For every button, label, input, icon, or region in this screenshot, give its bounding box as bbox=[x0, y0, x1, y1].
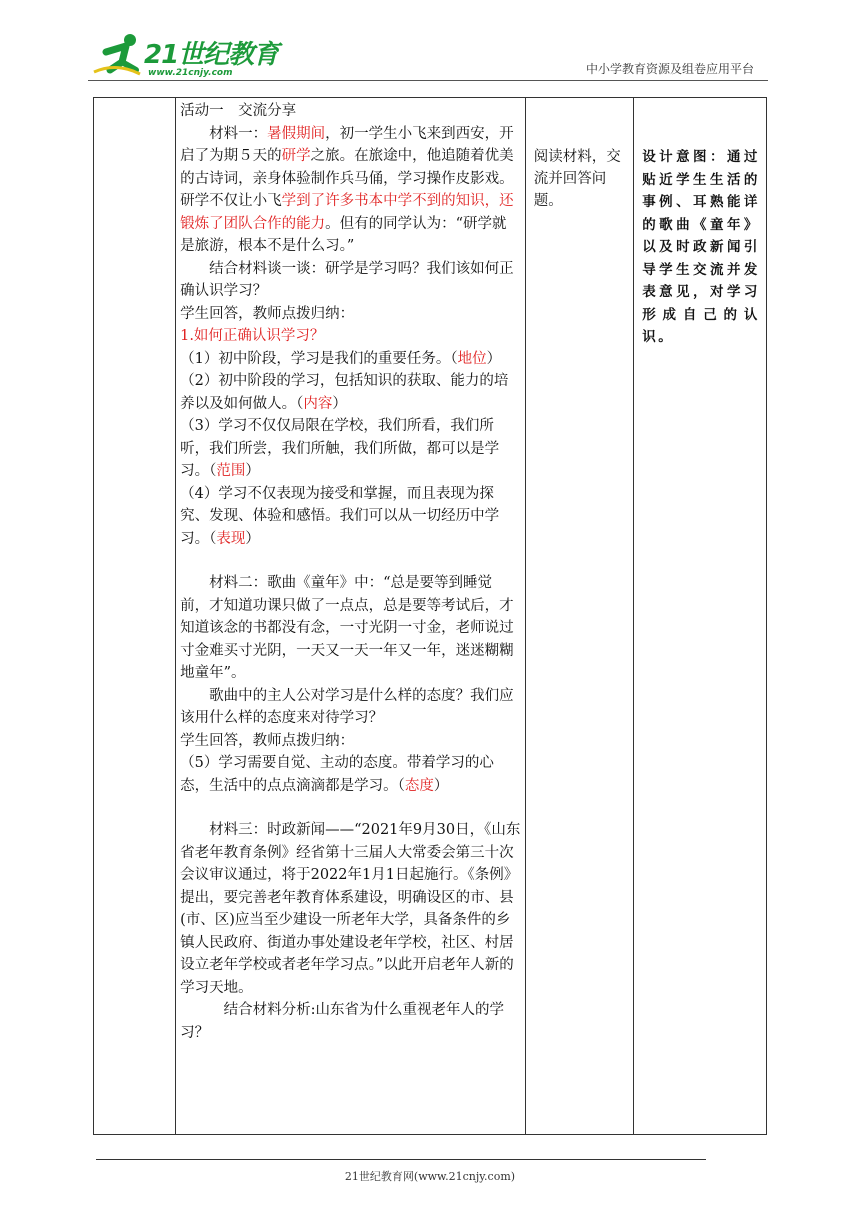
logo bbox=[92, 32, 279, 80]
design-intent: 设计意图：通过贴近学生生活的事例、耳熟能详的歌曲《童年》以及时政新闻引导学生交流并发表意见，对学习形成自己的认识。 bbox=[642, 149, 760, 345]
point-1: （1）初中阶段，学习是我们的重要任务。（地位） bbox=[180, 350, 502, 367]
header-divider bbox=[88, 80, 768, 81]
material-3: 材料三：时政新闻——“2021年9月30日，《山东省老年教育条例》经省第十三届人大常委会第三十次会议审议通过，将于2022年1月1日起施行。《条例》提出，要完善老年教育体系建设，明确设区的市、县(市、区)应当至少建设一所老年大学，具备条件的乡镇人民政府、街道办事处建设老年学校，社区、村居设立老年学校或者老年学习点。”以此开启老年人新的学习天地。 bbox=[180, 822, 521, 996]
logo-text: 21世纪教育 bbox=[144, 40, 279, 70]
design-intent-cell bbox=[634, 98, 767, 1135]
teacher-activity-cell bbox=[176, 98, 526, 1135]
point-5: （5）学习需要自觉、主动的态度。带着学习的心态，生活中的点点滴滴都是学习。（态度） bbox=[180, 755, 494, 794]
student-activity-cell bbox=[525, 98, 633, 1135]
point-3: （3）学习不仅仅局限在学校，我们所看，我们所听，我们所尝，我们所触，我们所做，都可以是学习。（范围） bbox=[180, 418, 500, 479]
footer-divider bbox=[96, 1159, 706, 1160]
platform-name: 中小学教育资源及组卷应用平台 bbox=[585, 62, 754, 76]
footer-text: 21世纪教育网(www.21cnjy.com) bbox=[344, 1170, 516, 1183]
point-2: （2）初中阶段的学习，包括知识的获取、能力的培养以及如何做人。（内容） bbox=[180, 373, 509, 412]
lesson-table bbox=[93, 97, 767, 1135]
guide-1: 学生回答，教师点拨归纳： bbox=[180, 305, 355, 322]
material-2: 材料二：歌曲《童年》中：“总是要等到睡觉前，才知道功课只做了一点点，总是要等考试后，才知道该念的书都没有念，一寸光阴一寸金，老师说过寸金难买寸光阴，一天又一天一年又一年，迷迷糊糊地童年”。 bbox=[180, 575, 514, 681]
question-3: 结合材料分析:山东省为什么重视老年人的学习？ bbox=[180, 1002, 504, 1041]
question-2: 歌曲中的主人公对学习是什么样的态度？我们应该用什么样的态度来对待学习？ bbox=[180, 687, 514, 726]
table-row bbox=[94, 98, 767, 1135]
page-header bbox=[88, 26, 768, 82]
material-1: 材料一：暑假期间，初一学生小飞来到西安，开启了为期５天的研学之旅。在旅途中，他追随着优美的古诗词，亲身体验制作兵马俑，学习操作皮影戏。研学不仅让小飞学到了许多书本中学不到的知识，还锻炼了团队合作的能力。但有的同学认为：“研学就是旅游，根本不是什么习。” bbox=[180, 125, 514, 254]
point-title: 1.如何正确认识学习？ bbox=[180, 328, 325, 344]
guide-2: 学生回答，教师点拨归纳： bbox=[180, 732, 355, 749]
runner-logo-icon bbox=[92, 32, 144, 78]
activity-title: 活动一 交流分享 bbox=[180, 103, 297, 119]
logo-url: www.21cnjy.com bbox=[148, 68, 233, 78]
activity-content bbox=[176, 98, 525, 1046]
student-activity: 阅读材料，交流并回答问题。 bbox=[533, 149, 621, 209]
question-1: 结合材料谈一谈：研学是学习吗？我们该如何正确认识学习？ bbox=[180, 260, 514, 299]
empty-cell bbox=[94, 98, 176, 1135]
point-4: （4）学习不仅表现为接受和掌握，而且表现为探究、发现、体验和感悟。我们可以从一切经历中学习。（表现） bbox=[180, 485, 500, 547]
